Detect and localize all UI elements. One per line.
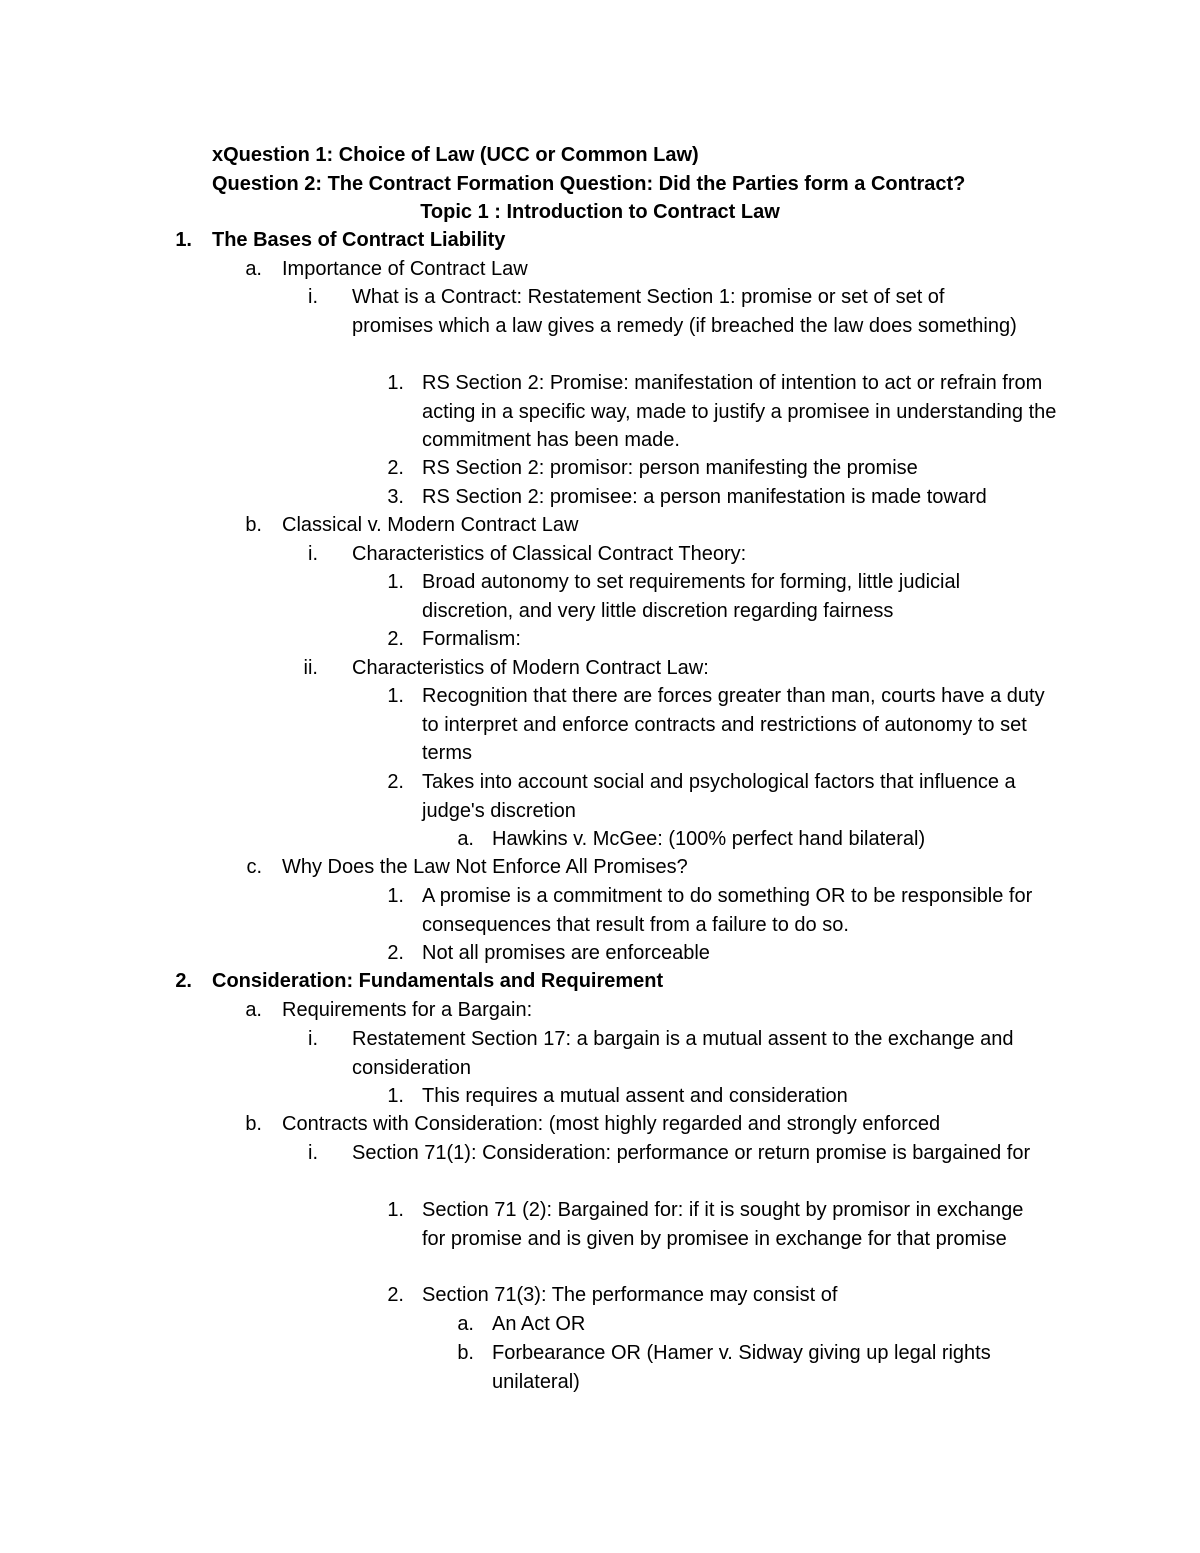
list-marker: 1. [387,685,404,707]
list-marker: 2. [387,628,404,650]
list-marker: 2. [175,970,192,992]
list-marker: 2. [387,457,404,479]
question-2-heading: Question 2: The Contract Formation Question: Did the Parties form a Contract? [212,173,966,195]
list-item-text: Requirements for a Bargain: [282,999,533,1021]
list-marker: 2. [387,771,404,793]
list-item-text: Section 71 (2): Bargained for: if it is sought by promisor in exchange for promise and is given by promisee in exchange for that promise [422,1199,1024,1250]
question-1-heading: xQuestion 1: Choice of Law (UCC or Common Law) [212,144,699,166]
list-item-text: Contracts with Consideration: (most highly regarded and strongly enforced [282,1113,941,1135]
list-item-text: Takes into account social and psychological factors that influence a judge's discretion [422,771,1016,822]
list-item-text: A promise is a commitment to do something OR to be responsible for consequences that result from a failure to do so. [422,885,1033,936]
list-item-text: Section 71(1): Consideration: performance or return promise is bargained for [352,1142,1031,1164]
list-item-text: Restatement Section 17: a bargain is a mutual assent to the exchange and consideration [352,1028,1014,1079]
list-item-text: Forbearance OR (Hamer v. Sidway giving up legal rights unilateral) [492,1342,991,1393]
list-marker: i. [308,1142,318,1164]
list-item-text: Characteristics of Modern Contract Law: [352,657,709,679]
list-marker: ii. [303,657,318,679]
list-item-text: RS Section 2: Promise: manifestation of intention to act or refrain from acting in a specific way, made to justify a promisee in understanding the commitment has been made. [422,372,1057,451]
list-marker: 1. [387,1199,404,1221]
list-marker: 2. [387,942,404,964]
list-item-text: Characteristics of Classical Contract Theory: [352,543,747,565]
list-marker: a. [457,828,474,850]
list-item-text: Hawkins v. McGee: (100% perfect hand bilateral) [492,828,926,850]
list-marker: i. [308,286,318,308]
list-marker: b. [245,1113,262,1135]
list-marker: 1. [175,229,192,251]
list-item-text: Consideration: Fundamentals and Requirement [212,970,664,992]
list-item-text: This requires a mutual assent and consideration [422,1085,848,1107]
list-item-text: Not all promises are enforceable [422,942,710,964]
list-item-text: The Bases of Contract Liability [212,229,506,251]
list-item-text: Why Does the Law Not Enforce All Promises? [282,856,688,878]
list-marker: 2. [387,1284,404,1306]
list-marker: a. [245,258,262,280]
list-marker: b. [457,1342,474,1364]
list-item-text: An Act OR [492,1313,586,1335]
list-item-text: RS Section 2: promisor: person manifesting the promise [422,457,918,479]
list-marker: 1. [387,571,404,593]
list-item-text: Broad autonomy to set requirements for forming, little judicial discretion, and very little discretion regarding fairness [422,571,961,622]
list-marker: 1. [387,372,404,394]
list-marker: 1. [387,885,404,907]
list-item-text: RS Section 2: promisee: a person manifestation is made toward [422,486,987,508]
list-marker: a. [457,1313,474,1335]
list-item-text: Recognition that there are forces greater than man, courts have a duty to interpret and enforce contracts and restrictions of autonomy to set terms [422,685,1045,764]
topic-heading: Topic 1 : Introduction to Contract Law [420,201,780,223]
list-marker: 3. [387,486,404,508]
list-item-text: What is a Contract: Restatement Section 1: promise or set of set of promises which a law gives a remedy (if breached the law does something) [352,286,1017,337]
list-item-text: Formalism: [422,628,521,650]
list-marker: i. [308,1028,318,1050]
list-marker: a. [245,999,262,1021]
list-item-text: Importance of Contract Law [282,258,528,280]
list-item-text: Section 71(3): The performance may consist of [422,1284,838,1306]
list-marker: c. [246,856,262,878]
list-marker: i. [308,543,318,565]
list-marker: 1. [387,1085,404,1107]
list-marker: b. [245,514,262,536]
list-item-text: Classical v. Modern Contract Law [282,514,579,536]
